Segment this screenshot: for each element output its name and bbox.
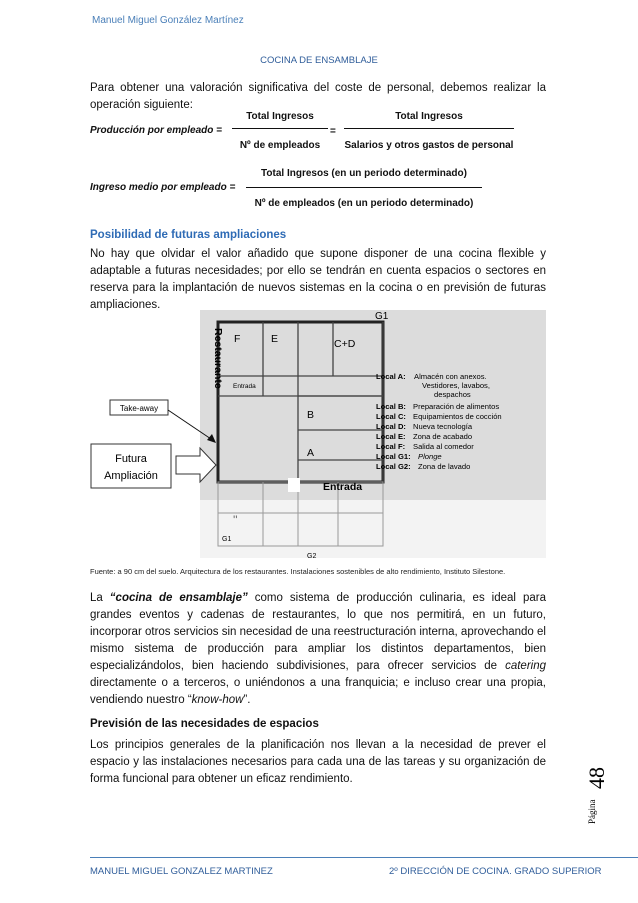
legend-key-d: Local D: bbox=[376, 422, 406, 431]
formula2-num: Total Ingresos (en un periodo determinado) bbox=[261, 168, 467, 179]
para2-term-cocina: “cocina de ensamblaje” bbox=[109, 592, 248, 604]
legend-key-a: Local A: bbox=[376, 372, 406, 381]
kitchen-floor-plan bbox=[88, 308, 550, 560]
ensamblaje-paragraph bbox=[90, 590, 546, 709]
section-title: COCINA DE ENSAMBLAJE bbox=[260, 55, 378, 66]
page-number bbox=[582, 740, 612, 826]
label-a: A bbox=[307, 447, 315, 459]
label-g2: G2 bbox=[307, 553, 317, 560]
label-entrada-small: Entrada bbox=[233, 383, 256, 390]
legend-key-f: Local F: bbox=[376, 442, 406, 451]
footer-divider bbox=[90, 857, 638, 858]
legend-key-c: Local C: bbox=[376, 412, 406, 421]
para2-part-c: como sistema de producción culinaria, es ideal para grandes eventos y cadenas de restaurantes, lo que nos permitirá, en un futuro, incorporar otros servicios sin necesidad de una reestructuración interna, aprovechando el mismo sistema de producción para ampliar los distintos departamentos, bien especializándolos, bien haciendo subdivisiones, para ofrecer servicios de bbox=[90, 592, 546, 672]
para2-term-catering: catering bbox=[505, 660, 546, 672]
door-mark: '' bbox=[233, 513, 238, 527]
legend-text-d: Nueva tecnología bbox=[413, 422, 473, 431]
section1-text: No hay que olvidar el valor añadido que supone disponer de una cocina flexible y adaptable a futuras necesidades; por ello se tendrán en cuenta espacios o sectores en reserva para la implantación de nuevos sistemas en la cocina o en previsión de futuras ampliaciones. bbox=[90, 248, 546, 311]
intro-paragraph: Para obtener una valoración significativa del coste de personal, debemos realizar la operación siguiente: bbox=[90, 82, 546, 111]
legend-text-a2: Vestidores, lavabos, bbox=[422, 381, 490, 390]
legend-text-a: Almacén con anexos. bbox=[414, 372, 487, 381]
label-cd: C+D bbox=[334, 338, 356, 350]
legend-text-g1: Plonge bbox=[418, 452, 442, 461]
label-f: F bbox=[234, 333, 241, 345]
section1-heading: Posibilidad de futuras ampliaciones bbox=[90, 229, 287, 241]
page-digits: 48 bbox=[584, 767, 609, 789]
legend-key-g1: Local G1: bbox=[376, 452, 411, 461]
section2-heading: Previsión de las necesidades de espacios bbox=[90, 718, 319, 730]
legend-key-g2: Local G2: bbox=[376, 462, 411, 471]
para2-part-e: directamente o a terceros, o uniéndonos a una franquicia; e incluso crear una propia, vendiendo nuestro “ bbox=[90, 677, 546, 706]
label-b: B bbox=[307, 409, 315, 421]
legend-key-b: Local B: bbox=[376, 402, 406, 411]
entrance-gap bbox=[288, 478, 300, 492]
legend-text-c: Equipamientos de cocción bbox=[413, 412, 502, 421]
formula1-den1: Nº de empleados bbox=[239, 140, 321, 151]
formula2-label: Ingreso medio por empleado = bbox=[90, 182, 236, 193]
legend-key-e: Local E: bbox=[376, 432, 406, 441]
para2-part-a: La bbox=[90, 592, 110, 604]
footer-author: MANUEL MIGUEL GONZALEZ MARTINEZ bbox=[90, 866, 273, 877]
formula1-line2 bbox=[344, 128, 514, 129]
para2-term-knowhow: know-how bbox=[191, 694, 244, 706]
formula1-line1 bbox=[232, 128, 328, 129]
figure-source: Fuente: a 90 cm del suelo. Arquitectura de los restaurantes. Instalaciones sostenibles de alto rendimiento, Instituto Silestone. bbox=[90, 567, 506, 576]
formula1-label: Producción por empleado = bbox=[90, 125, 222, 136]
page-word: Página bbox=[587, 799, 597, 824]
label-restaurante: Restaurante bbox=[212, 328, 224, 389]
futura-label-1: Futura bbox=[115, 453, 147, 465]
formula2-den: Nº de empleados (en un periodo determinado) bbox=[254, 198, 474, 209]
formula1-num1: Total Ingresos bbox=[246, 111, 314, 122]
legend-text-g2: Zona de lavado bbox=[418, 462, 471, 471]
formula1-den2: Salarios y otros gastos de personal bbox=[344, 140, 514, 151]
section2-text: Los principios generales de la planificación nos llevan a la necesidad de prever el espacio y las instalaciones necesarios para cada una de las tareas y su organización de forma funcional para obtener un eficaz rendimiento. bbox=[90, 739, 546, 785]
label-entrada: Entrada bbox=[323, 481, 363, 493]
plan-lower-area bbox=[200, 500, 546, 558]
legend-text-a3: despachos bbox=[434, 390, 471, 399]
takeaway-label: Take-away bbox=[119, 404, 159, 413]
label-e: E bbox=[271, 333, 279, 345]
futura-label-2: Ampliación bbox=[104, 470, 158, 482]
formula2-line bbox=[246, 187, 482, 188]
label-g1-top: G1 bbox=[375, 311, 389, 322]
formula1-num2: Total Ingresos bbox=[395, 111, 463, 122]
formula1-equals: = bbox=[330, 126, 336, 137]
legend-text-b: Preparación de alimentos bbox=[413, 402, 500, 411]
label-g1-bottom: G1 bbox=[222, 536, 232, 543]
legend-text-e: Zona de acabado bbox=[413, 432, 473, 441]
footer-course: 2º DIRECCIÓN DE COCINA. GRADO SUPERIOR bbox=[389, 866, 602, 877]
header-author: Manuel Miguel González Martínez bbox=[92, 15, 244, 26]
legend-text-f: Salida al comedor bbox=[413, 442, 474, 451]
para2-part-g: ”. bbox=[243, 694, 251, 706]
